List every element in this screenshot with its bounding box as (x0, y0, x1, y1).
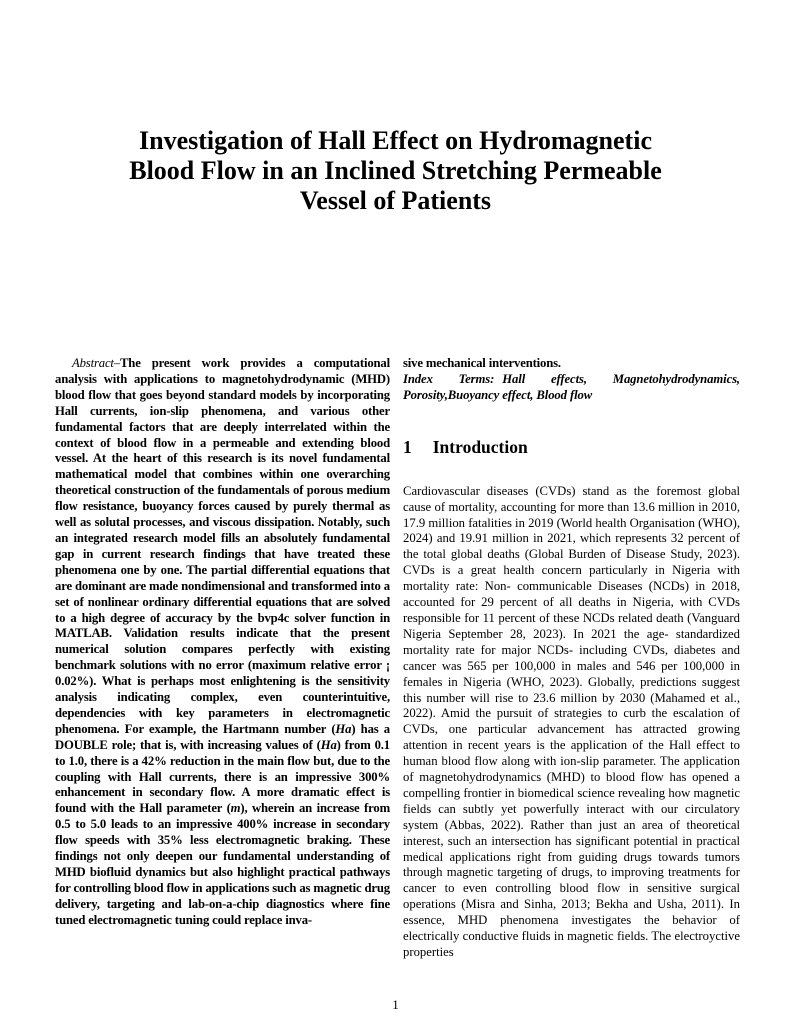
section-heading-introduction (403, 437, 740, 457)
paper-title (0, 0, 791, 216)
paper-title-line: Investigation of Hall Effect on Hydromagnetic (139, 126, 652, 155)
introduction-paragraph: Cardiovascular diseases (CVDs) stand as the foremost global cause of mortality, accounting for more than 13.6 million in 2010, 17.9 million fatalities in 2019 (World health Organisation (WHO), 2024) and 19.91 million in 2021, which represents 32 percent of the total global deaths (Global Burden of Disease Study, 2023). CVDs is a great health concern particularly in Nigeria with mortality rate: Non- communicable Diseases (NCDs) in 2018, accounted for 29 percent of all deaths in Nigeria, with CVDs responsible for 11 percent of these NCDs related death (Vanguard Nigeria September 28, 2023). In 2021 the age- standardized mortality rate for major NCDs- including CVDs, diabetes and cancer was 565 per 100,000 in males and 546 per 100,000 in females in Nigeria (WHO, 2023). Globally, predictions suggest this number will rise to 23.6 million by 2030 (Mahamed et al., 2022). Amid the pursuit of strategies to curb the escalation of CVDs, one particular advancement has attracted growing attention in recent years is the application of the Hall effect to human blood flow along with ion-slip parameter. The application of magnetohydrodynamics (MHD) to blood flow has opened a compelling frontier in biomedical science revealing how magnetic fields can subtly yet powerfully interact with our circulatory system (Abbas, 2022). Rather than just an area of theoretical interest, such an intersection has significant potential in practical medical applications right from guiding drugs towards tumors through magnetic targeting of drugs, to improving treatments for cancer to even controlling blood flow in sensitive surgical operations (Misra and Sinha, 2013; Bekha and Usha, 2011). In essence, MHD phenomena investigates the behavior of electrically conductive fluids in magnetic fields. The electroyctive properties (403, 483, 741, 959)
right-column (403, 356, 740, 961)
index-terms (403, 372, 740, 404)
abstract-continuation: sive mechanical interventions. (403, 356, 561, 370)
index-terms-label: Index Terms: (403, 371, 495, 386)
index-terms-list: Hall effects, Magnetohydrodynamics, Porosity,Buoyancy effect, Blood flow (403, 371, 741, 402)
two-column-body (0, 356, 791, 961)
abstract-body: The present work provides a computational analysis with applications to magnetohydrodynamic (MHD) blood flow that goes beyond standard models by incorporating Hall currents, ion-slip phenomena, and various other fundamental factors that are deeply interrelated within the context of blood flow in a permeable and extending blood vessel. At the heart of this research is its novel fundamental mathematical model that combines within one overarching theoretical construction of the fundamentals of porous medium flow resistance, buoyancy forces caused by purely thermal as well as solutal processes, and viscous dissipation. Notably, such an integrated research model fills an absolutely fundamental gap in current research findings that have treated these phenomena one by one. The partial differential equations that are dominant are made nondimensional and transformed into a set of nonlinear ordinary differential equations that are solved to a high degree of accuracy by the bvp4c solver function in MATLAB. Validation results indicate that the present numerical solution compares perfectly with existing benchmark solutions with no error (maximum relative error ¡ 0.02%). What is perhaps most enlightening is the sensitivity analysis indicating complex, even counterintuitive, dependencies with key parameters in electromagnetic phenomena. For example, the Hartmann number (Ha) has a DOUBLE role; that is, with increasing values of (Ha) from 0.1 to 1.0, there is a 42% reduction in the main flow but, due to the coupling with Hall currents, there is an impressive 300% enhancement in secondary flow. A more dramatic effect is found with the Hall parameter (m), wherein an increase from 0.5 to 5.0 leads to an impressive 400% increase in secondary flow speeds with 35% less electromagnetic braking. These findings not only deepen our fundamental understanding of MHD biofluid dynamics but also highlight practical pathways for controlling blood flow in applications such as magnetic drug delivery, targeting and lab-on-a-chip diagnostics where fine tuned electromagnetic tuning could replace inva- (55, 356, 391, 927)
abstract-label: Abstract– (72, 356, 120, 370)
paper-title-line: Vessel of Patients (299, 186, 492, 215)
abstract-paragraph (55, 356, 390, 929)
page-number: 1 (392, 997, 399, 1012)
section-title: Introduction (432, 436, 528, 457)
paper-title-line: Blood Flow in an Inclined Stretching Permeable (129, 156, 662, 185)
left-column (55, 356, 390, 961)
section-number: 1 (403, 436, 412, 457)
